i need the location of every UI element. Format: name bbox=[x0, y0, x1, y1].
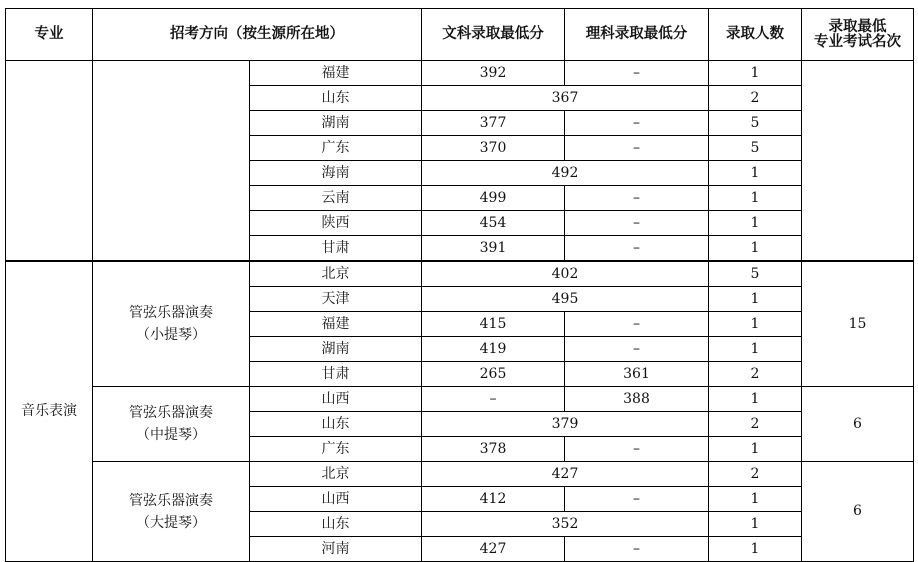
admit-count-cell: 1 bbox=[709, 537, 802, 562]
merged-min-score-cell: 402 bbox=[422, 261, 709, 287]
min-rank-cell: 6 bbox=[802, 462, 914, 562]
province-cell: 云南 bbox=[250, 186, 422, 211]
admit-count-cell: 5 bbox=[709, 136, 802, 161]
header-direction: 招考方向（按生源所在地） bbox=[93, 9, 422, 61]
liberal-min-score-cell: 391 bbox=[422, 236, 565, 262]
direction-cell bbox=[93, 387, 250, 462]
min-rank-cell bbox=[802, 61, 914, 262]
province-cell: 福建 bbox=[250, 61, 422, 86]
province-cell: 山东 bbox=[250, 86, 422, 111]
province-cell: 广东 bbox=[250, 136, 422, 161]
direction-line2: （大提琴） bbox=[136, 514, 206, 531]
liberal-min-score-cell: 377 bbox=[422, 111, 565, 136]
min-rank-cell: 15 bbox=[802, 261, 914, 387]
admit-count-cell: 1 bbox=[709, 236, 802, 262]
province-cell: 天津 bbox=[250, 287, 422, 312]
province-cell: 甘肃 bbox=[250, 362, 422, 387]
province-cell: 河南 bbox=[250, 537, 422, 562]
admit-count-cell: 2 bbox=[709, 412, 802, 437]
header-row bbox=[6, 9, 914, 61]
direction-line1: 管弦乐器演奏 bbox=[129, 305, 213, 321]
admit-count-cell: 1 bbox=[709, 437, 802, 462]
liberal-min-score-cell: 265 bbox=[422, 362, 565, 387]
header-min-rank bbox=[802, 9, 914, 61]
merged-min-score-cell: 367 bbox=[422, 86, 709, 111]
province-cell: 甘肃 bbox=[250, 236, 422, 262]
header-major: 专业 bbox=[6, 9, 93, 61]
admit-count-cell: 1 bbox=[709, 312, 802, 337]
table-row bbox=[6, 61, 914, 86]
science-min-score-cell: 388 bbox=[565, 387, 709, 412]
liberal-min-score-cell: 415 bbox=[422, 312, 565, 337]
direction-cell bbox=[93, 462, 250, 562]
province-cell: 北京 bbox=[250, 261, 422, 287]
province-cell: 福建 bbox=[250, 312, 422, 337]
liberal-min-score-cell: 499 bbox=[422, 186, 565, 211]
direction-cell bbox=[93, 261, 250, 387]
science-min-score-cell: 361 bbox=[565, 362, 709, 387]
liberal-min-score-cell: 392 bbox=[422, 61, 565, 86]
table-body bbox=[6, 61, 914, 562]
province-cell: 湖南 bbox=[250, 337, 422, 362]
direction-line1: 管弦乐器演奏 bbox=[129, 405, 213, 421]
merged-min-score-cell: 352 bbox=[422, 512, 709, 537]
merged-min-score-cell: 492 bbox=[422, 161, 709, 186]
science-min-score-cell: – bbox=[565, 537, 709, 562]
province-cell: 北京 bbox=[250, 462, 422, 487]
liberal-min-score-cell: 378 bbox=[422, 437, 565, 462]
header-science-min: 理科录取最低分 bbox=[565, 9, 709, 61]
liberal-min-score-cell: 427 bbox=[422, 537, 565, 562]
admit-count-cell: 1 bbox=[709, 211, 802, 236]
admit-count-cell: 1 bbox=[709, 186, 802, 211]
science-min-score-cell: – bbox=[565, 437, 709, 462]
science-min-score-cell: – bbox=[565, 236, 709, 262]
direction-line2: （小提琴） bbox=[136, 327, 206, 343]
admit-count-cell: 1 bbox=[709, 61, 802, 86]
province-cell: 山东 bbox=[250, 412, 422, 437]
admission-score-table bbox=[5, 8, 914, 562]
header-min-rank-line1: 录取最低 bbox=[828, 18, 887, 35]
table-row bbox=[6, 462, 914, 487]
header-min-rank-line2: 专业考试名次 bbox=[814, 33, 901, 50]
liberal-min-score-cell: 454 bbox=[422, 211, 565, 236]
science-min-score-cell: – bbox=[565, 186, 709, 211]
admit-count-cell: 1 bbox=[709, 287, 802, 312]
merged-min-score-cell: 495 bbox=[422, 287, 709, 312]
direction-line1: 管弦乐器演奏 bbox=[129, 492, 213, 509]
liberal-min-score-cell: 412 bbox=[422, 487, 565, 512]
science-min-score-cell: – bbox=[565, 211, 709, 236]
admit-count-cell: 1 bbox=[709, 161, 802, 186]
liberal-min-score-cell: – bbox=[422, 387, 565, 412]
province-cell: 海南 bbox=[250, 161, 422, 186]
province-cell: 广东 bbox=[250, 437, 422, 462]
admit-count-cell: 1 bbox=[709, 337, 802, 362]
header-admit-count: 录取人数 bbox=[709, 9, 802, 61]
direction-cell bbox=[93, 61, 250, 262]
direction-line2: （中提琴） bbox=[136, 427, 206, 443]
province-cell: 山西 bbox=[250, 487, 422, 512]
admit-count-cell: 2 bbox=[709, 362, 802, 387]
major-cell: 音乐表演 bbox=[6, 261, 93, 562]
province-cell: 山西 bbox=[250, 387, 422, 412]
table-row bbox=[6, 261, 914, 287]
province-cell: 湖南 bbox=[250, 111, 422, 136]
admit-count-cell: 5 bbox=[709, 261, 802, 287]
science-min-score-cell: – bbox=[565, 136, 709, 161]
science-min-score-cell: – bbox=[565, 61, 709, 86]
merged-min-score-cell: 427 bbox=[422, 462, 709, 487]
admit-count-cell: 2 bbox=[709, 462, 802, 487]
science-min-score-cell: – bbox=[565, 312, 709, 337]
admit-count-cell: 1 bbox=[709, 487, 802, 512]
major-cell bbox=[6, 61, 93, 262]
liberal-min-score-cell: 370 bbox=[422, 136, 565, 161]
merged-min-score-cell: 379 bbox=[422, 412, 709, 437]
admit-count-cell: 1 bbox=[709, 387, 802, 412]
province-cell: 陕西 bbox=[250, 211, 422, 236]
min-rank-cell: 6 bbox=[802, 387, 914, 462]
province-cell: 山东 bbox=[250, 512, 422, 537]
admit-count-cell: 1 bbox=[709, 512, 802, 537]
liberal-min-score-cell: 419 bbox=[422, 337, 565, 362]
science-min-score-cell: – bbox=[565, 111, 709, 136]
table-row bbox=[6, 387, 914, 412]
header-liberal-min: 文科录取最低分 bbox=[422, 9, 565, 61]
admit-count-cell: 5 bbox=[709, 111, 802, 136]
science-min-score-cell: – bbox=[565, 337, 709, 362]
science-min-score-cell: – bbox=[565, 487, 709, 512]
admit-count-cell: 2 bbox=[709, 86, 802, 111]
